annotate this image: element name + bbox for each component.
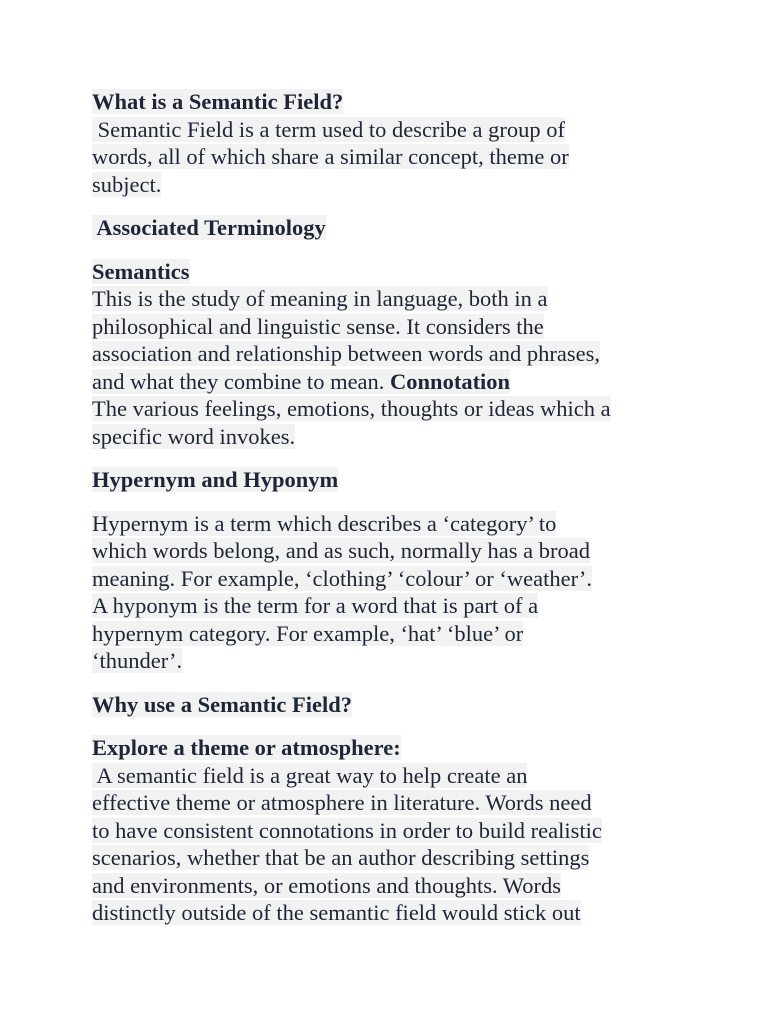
semantics-line-3: association and relationship between words and phrases, <box>92 341 600 366</box>
explore-line-2: effective theme or atmosphere in literature. Words need <box>92 790 592 815</box>
intro-line-3: subject. <box>92 171 162 197</box>
intro-line-2: words, all of which share a similar concept, theme or <box>92 144 569 169</box>
hypernym-line-4: A hyponym is the term for a word that is part of a <box>92 593 539 618</box>
intro-heading: What is a Semantic Field? <box>92 89 344 114</box>
semantics-line-2: philosophical and linguistic sense. It considers the <box>92 313 544 339</box>
explore-heading: Explore a theme or atmosphere: <box>92 735 401 760</box>
hypernym-line-6: ‘thunder’. <box>92 648 183 673</box>
document-page <box>92 88 692 927</box>
terminology-heading: Associated Terminology <box>92 215 326 240</box>
connotation-heading: Connotation <box>390 368 511 394</box>
intro-line-1: Semantic Field is a term used to describe a group of <box>92 116 566 142</box>
hypernym-heading: Hypernym and Hyponym <box>92 467 339 492</box>
explore-line-3: to have consistent connotations in order to build realistic <box>92 817 602 843</box>
connotation-line-2: specific word invokes. <box>92 423 296 449</box>
semantics-line-4: and what they combine to mean. Connotation <box>92 368 511 394</box>
hypernym-line-2: which words belong, and as such, normally has a broad <box>92 538 591 563</box>
hypernym-line-1: Hypernym is a term which describes a ‘category’ to <box>92 510 557 536</box>
connotation-line-1: The various feelings, emotions, thoughts or ideas which a <box>92 396 611 421</box>
explore-line-5: and environments, or emotions and thoughts. Words <box>92 872 561 898</box>
hypernym-line-3: meaning. For example, ‘clothing’ ‘colour’ or ‘weather’. <box>92 565 593 591</box>
explore-line-1: A semantic field is a great way to help create an <box>92 762 528 788</box>
explore-line-4: scenarios, whether that be an author describing settings <box>92 845 590 870</box>
explore-line-6: distinctly outside of the semantic field would stick out <box>92 900 581 925</box>
semantics-heading: Semantics <box>92 258 190 284</box>
semantics-line-1: This is the study of meaning in language, both in a <box>92 286 548 311</box>
hypernym-line-5: hypernym category. For example, ‘hat’ ‘blue’ or <box>92 620 524 646</box>
why-heading: Why use a Semantic Field? <box>92 691 353 717</box>
